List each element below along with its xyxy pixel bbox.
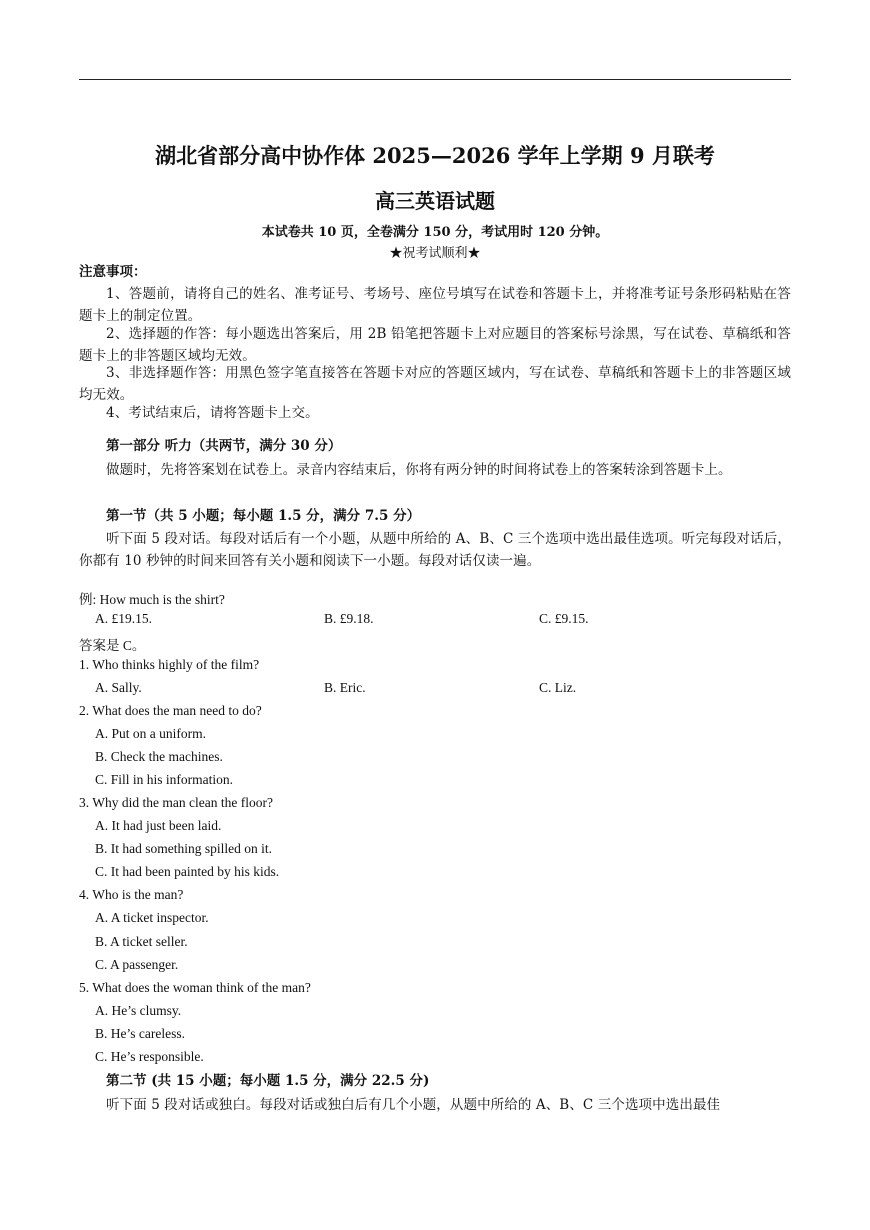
- section2-heading: 第二节 (共 15 小题；每小题 1.5 分，满分 22.5 分): [106, 1073, 430, 1089]
- question-1: 1. Who thinks highly of the film?: [79, 657, 260, 672]
- section1-instruction: 听下面 5 段对话。每段对话后有一个小题，从题中所给的 A、B、C 三个选项中选出最佳选项。听完每段对话后，你都有 10 秒钟的时间来回答有关小题和阅读下一小题。每段对话仅读一遍。: [79, 531, 791, 569]
- example-answer: 答案是 C。: [79, 638, 146, 653]
- q3-option-b: B. It had something spilled on it.: [95, 841, 272, 856]
- exam-title: 湖北省部分高中协作体 2025—2026 学年上学期 9 月联考: [155, 143, 715, 168]
- notes-heading: 注意事项：: [79, 264, 147, 280]
- exam-wish: ★祝考试顺利★: [389, 246, 481, 261]
- part1-heading: 第一部分 听力（共两节，满分 30 分）: [106, 438, 342, 454]
- q5-option-c: C. He’s responsible.: [95, 1049, 204, 1064]
- question-2: 2. What does the man need to do?: [79, 703, 262, 718]
- example-option-a: A. £19.15.: [95, 611, 152, 626]
- note-item-1: 1、答题前，请将自己的姓名、准考证号、考场号、座位号填写在试卷和答题卡上，并将准考证号条形码粘贴在答题卡上的制定位置。: [79, 286, 791, 324]
- q2-option-a: A. Put on a uniform.: [95, 726, 206, 741]
- exam-subtitle: 高三英语试题: [375, 189, 495, 213]
- example-option-b: B. £9.18.: [324, 611, 374, 626]
- top-rule: [79, 79, 791, 80]
- q4-option-a: A. A ticket inspector.: [95, 910, 209, 925]
- question-4: 4. Who is the man?: [79, 887, 184, 902]
- q4-option-c: C. A passenger.: [95, 957, 179, 972]
- note-item-2: 2、选择题的作答：每小题选出答案后，用 2B 铅笔把答题卡上对应题目的答案标号涂黑，写在试卷、草稿纸和答题卡上的非答题区域均无效。: [79, 326, 791, 364]
- exam-info: 本试卷共 10 页，全卷满分 150 分，考试用时 120 分钟。: [261, 225, 609, 240]
- q2-option-c: C. Fill in his information.: [95, 772, 234, 787]
- example-option-c: C. £9.15.: [539, 611, 589, 626]
- note-item-3: 3、非选择题作答：用黑色签字笔直接答在答题卡对应的答题区域内，写在试卷、草稿纸和答题卡上的非答题区域均无效。: [79, 365, 791, 403]
- note-item-4: 4、考试结束后，请将答题卡上交。: [106, 405, 319, 421]
- q3-option-c: C. It had been painted by his kids.: [95, 864, 280, 879]
- q4-option-b: B. A ticket seller.: [95, 934, 188, 949]
- q1-option-c: C. Liz.: [539, 680, 577, 695]
- example-question: 例: How much is the shirt?: [79, 592, 225, 607]
- q2-option-b: B. Check the machines.: [95, 749, 223, 764]
- q5-option-b: B. He’s careless.: [95, 1026, 185, 1041]
- question-3: 3. Why did the man clean the floor?: [79, 795, 273, 810]
- q1-option-a: A. Sally.: [95, 680, 142, 695]
- q5-option-a: A. He’s clumsy.: [95, 1003, 182, 1018]
- section2-instruction: 听下面 5 段对话或独白。每段对话或独白后有几个小题，从题中所给的 A、B、C 三个选项中选出最佳: [106, 1097, 721, 1113]
- q3-option-a: A. It had just been laid.: [95, 818, 222, 833]
- part1-instruction: 做题时，先将答案划在试卷上。录音内容结束后，你将有两分钟的时间将试卷上的答案转涂到答题卡上。: [106, 462, 732, 478]
- q1-option-b: B. Eric.: [324, 680, 366, 695]
- section1-heading: 第一节（共 5 小题；每小题 1.5 分，满分 7.5 分）: [106, 508, 421, 524]
- question-5: 5. What does the woman think of the man?: [79, 980, 311, 995]
